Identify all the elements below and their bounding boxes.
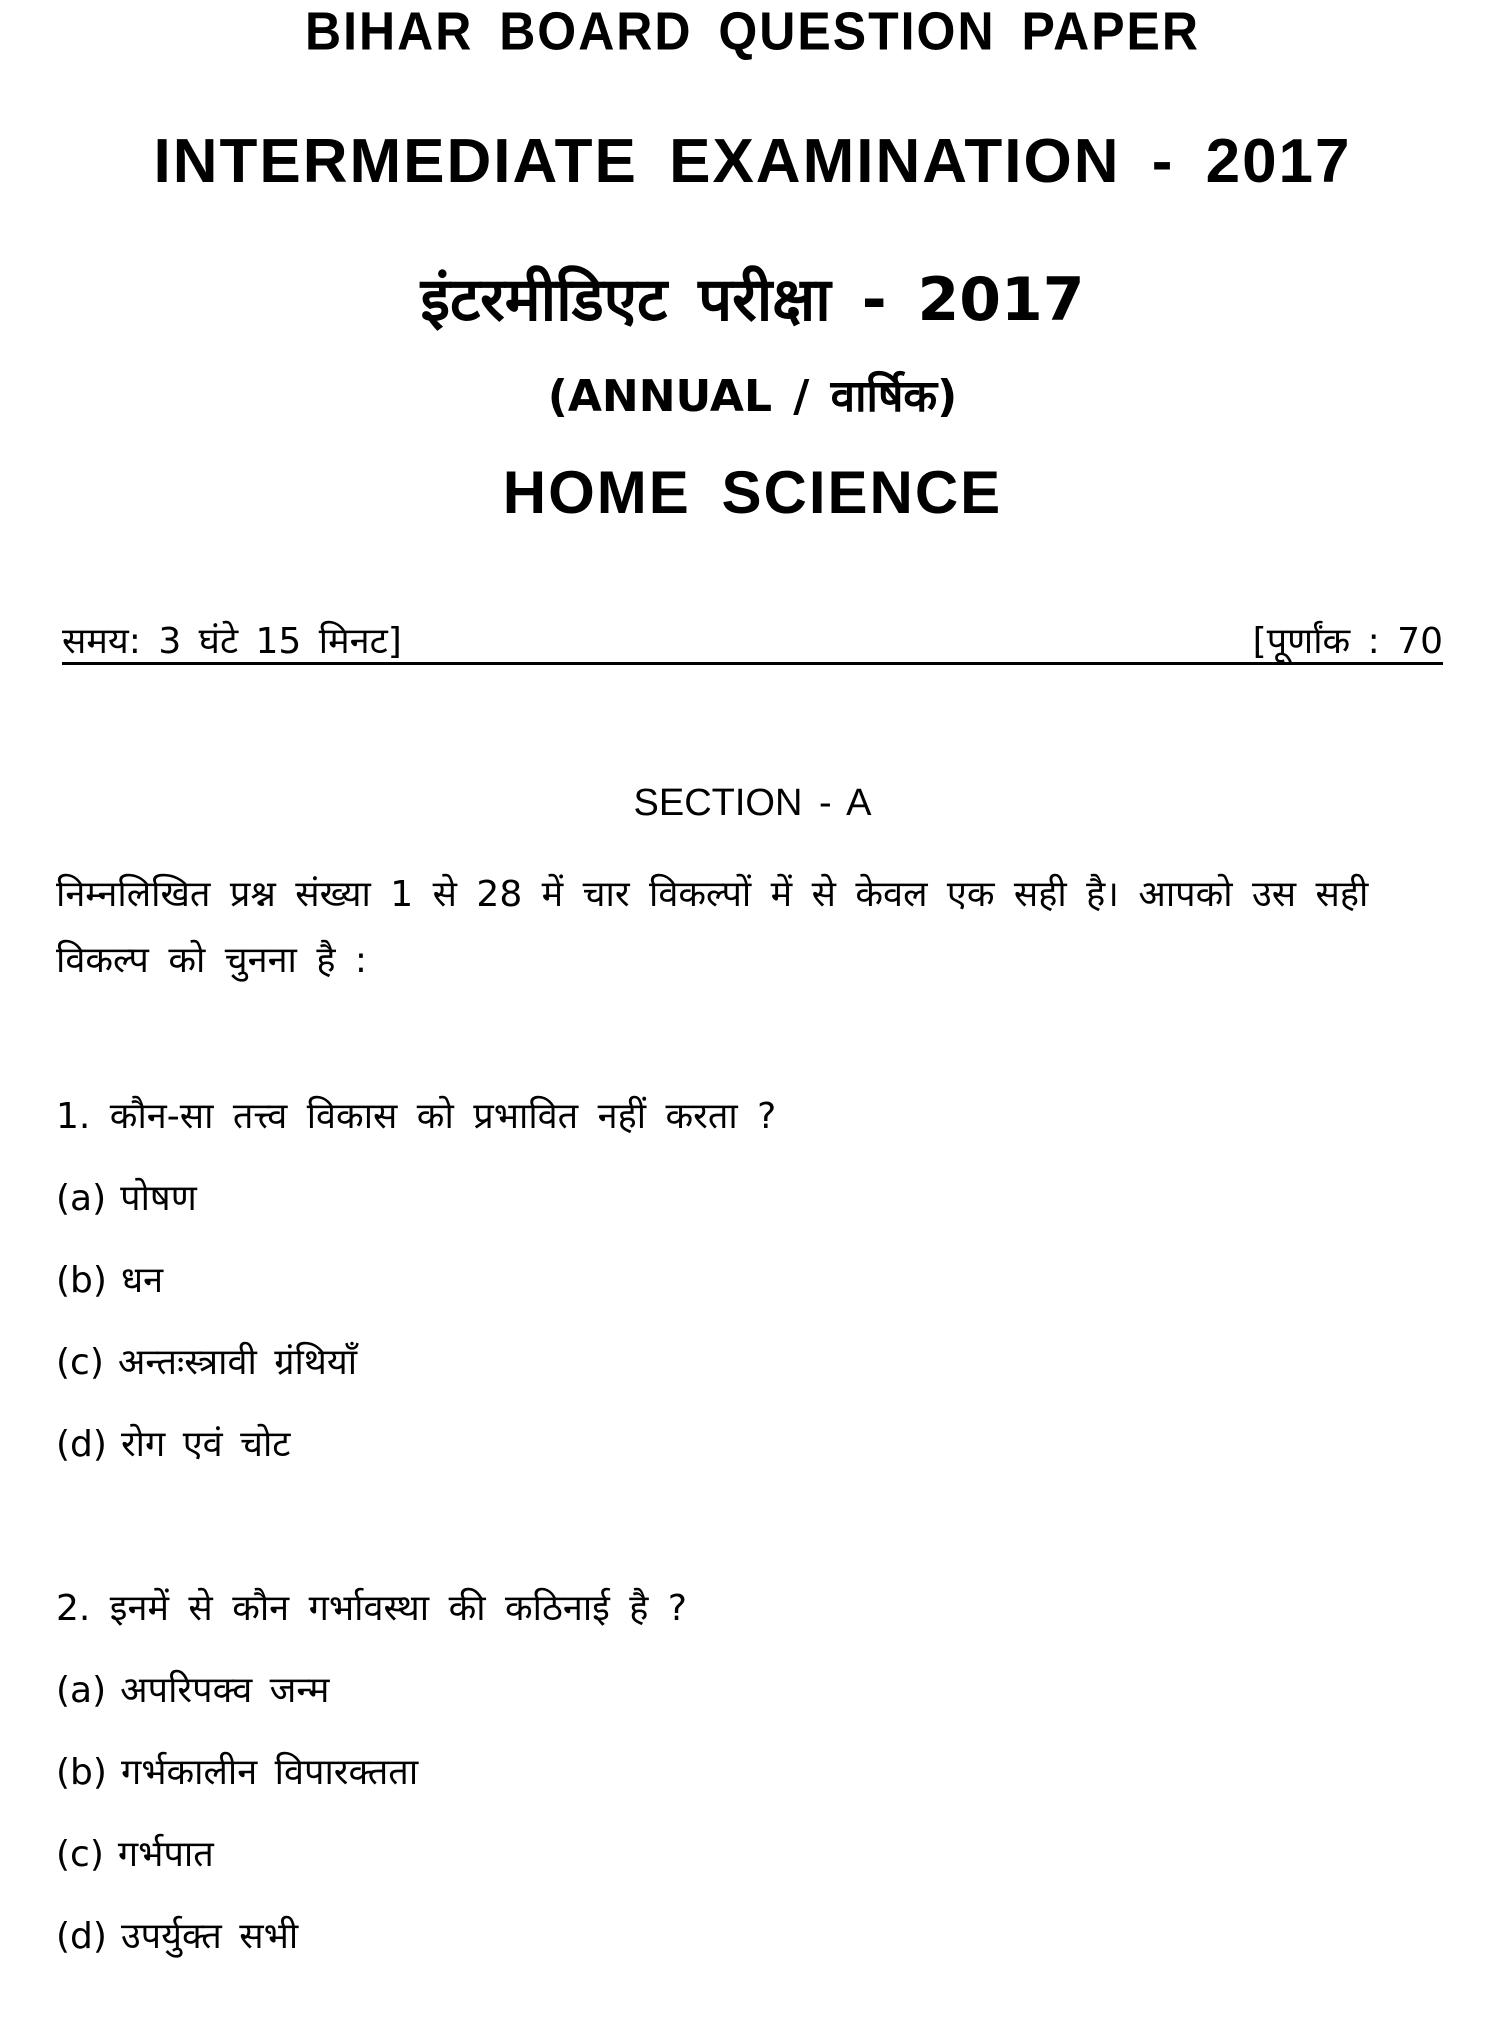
section-instructions: निम्नलिखित प्रश्न संख्या 1 से 28 में चार विकल्पों में से केवल एक सही है। आपको उस सही विकल्प को चुनना है : [56, 874, 1369, 981]
subject-title: HOME SCIENCE [502, 459, 1003, 526]
question-text: 2. इनमें से कौन गर्भावस्था की कठिनाई है ? [56, 1588, 687, 1629]
question-1 [56, 1076, 1456, 1486]
option-text: रोग एवं चोट [120, 1424, 291, 1465]
option-b [56, 1732, 1456, 1814]
option-a [56, 1650, 1456, 1732]
option-label: (c) [56, 1342, 104, 1383]
option-label: (a) [56, 1178, 107, 1219]
option-label: (c) [56, 1834, 104, 1875]
option-text: धन [120, 1260, 164, 1301]
time-allowed: समय: 3 घंटे 15 मिनट] [62, 621, 402, 662]
exam-title-hindi: इंटरमीडिएट परीक्षा - 2017 [420, 265, 1085, 335]
full-marks: [पूर्णांक : 70 [1252, 621, 1443, 662]
option-label: (b) [56, 1260, 107, 1301]
option-text: अपरिपक्व जन्म [120, 1670, 330, 1711]
option-label: (b) [56, 1752, 107, 1793]
exam-type: (ANNUAL / वार्षिक) [547, 371, 958, 422]
option-text: अन्तःस्त्रावी ग्रंथियाँ [117, 1342, 358, 1383]
option-b [56, 1240, 1456, 1322]
question-2 [56, 1568, 1456, 1978]
option-text: उपर्युक्त सभी [120, 1916, 299, 1957]
board-title: BIHAR BOARD QUESTION PAPER [304, 0, 1200, 62]
option-a [56, 1158, 1456, 1240]
option-label: (a) [56, 1670, 107, 1711]
option-text: गर्भपात [117, 1834, 214, 1875]
option-text: गर्भकालीन विपारक्तता [120, 1752, 419, 1793]
option-label: (d) [56, 1424, 107, 1465]
option-d [56, 1896, 1456, 1978]
section-title: SECTION - A [633, 782, 872, 824]
option-text: पोषण [120, 1178, 197, 1219]
option-c [56, 1814, 1456, 1896]
exam-meta-row [62, 616, 1443, 665]
option-label: (d) [56, 1916, 107, 1957]
option-c [56, 1322, 1456, 1404]
exam-title: INTERMEDIATE EXAMINATION - 2017 [153, 127, 1352, 196]
option-d [56, 1404, 1456, 1486]
question-text: 1. कौन-सा तत्त्व विकास को प्रभावित नहीं करता ? [56, 1096, 777, 1137]
